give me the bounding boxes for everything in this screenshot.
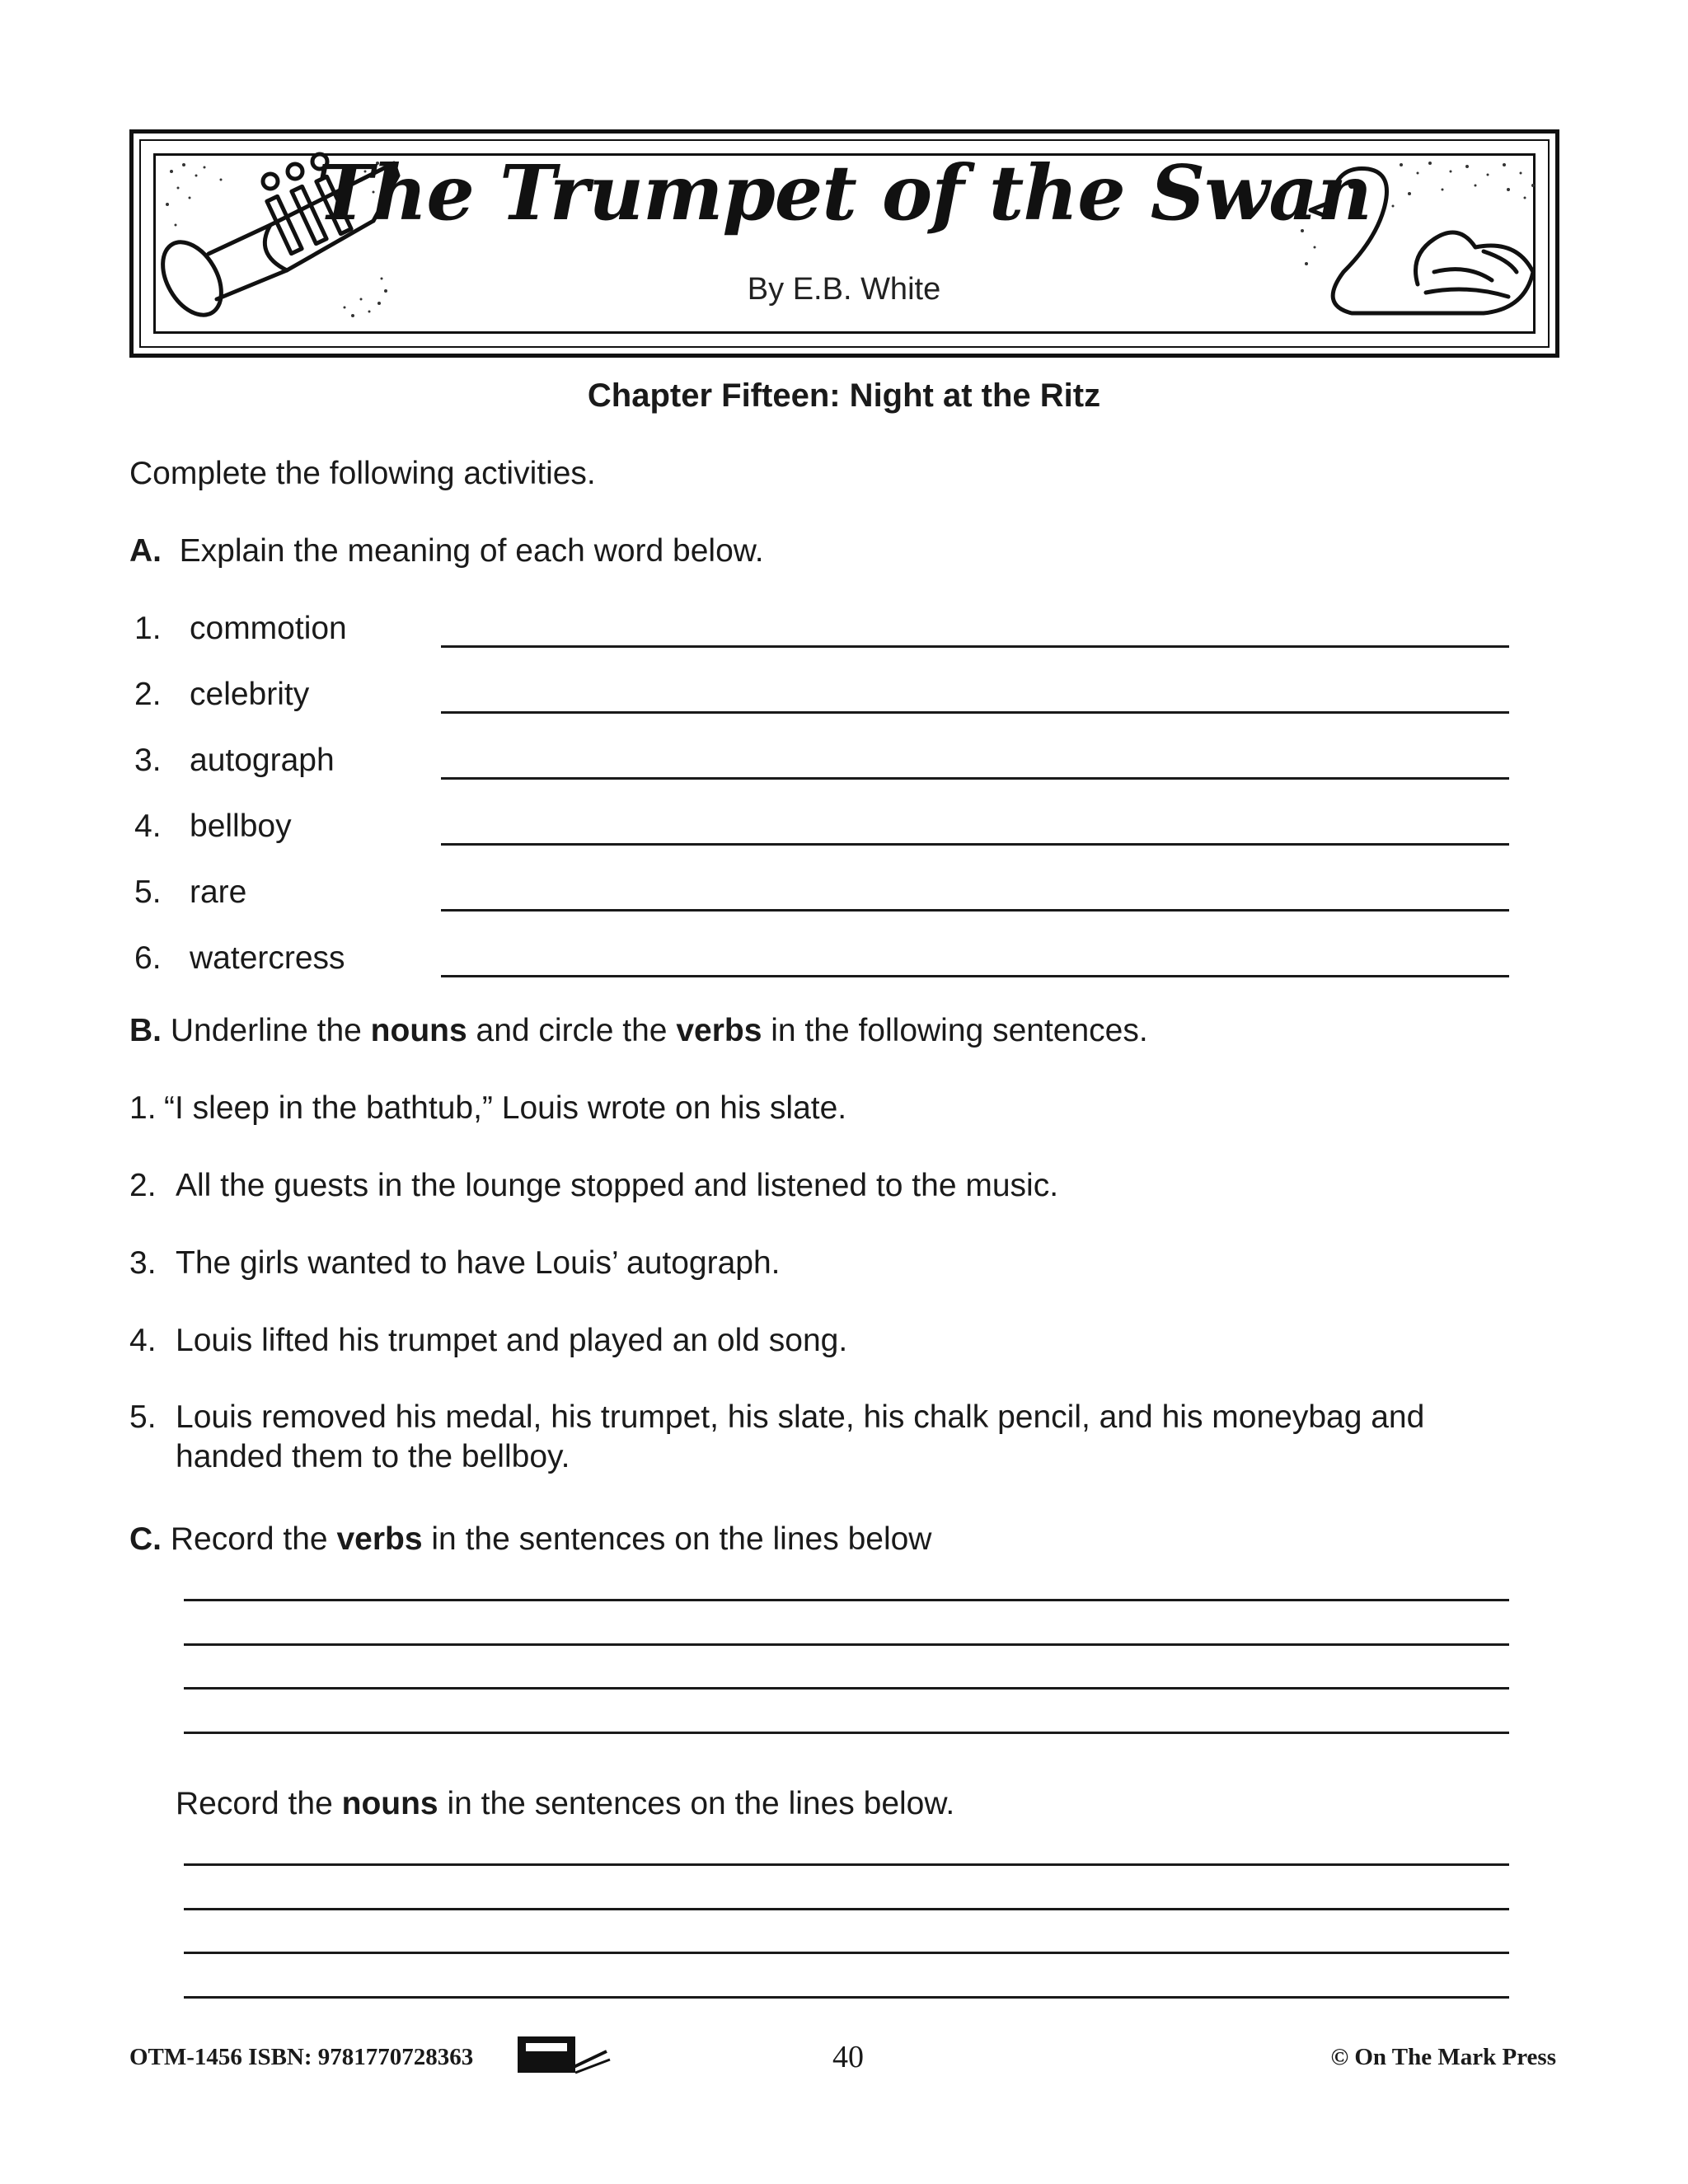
vocab-word: celebrity bbox=[190, 677, 310, 712]
chapter-heading: Chapter Fifteen: Night at the Ritz bbox=[587, 377, 1101, 414]
nouns-bold: nouns bbox=[341, 1786, 438, 1821]
verbs-answer-line[interactable] bbox=[184, 1687, 1509, 1690]
worksheet-title: The Trumpet of the Swan bbox=[316, 148, 1372, 237]
sentence-text: All the guests in the lounge stopped and listened to the music. bbox=[176, 1168, 1059, 1203]
vocab-number: 6. bbox=[134, 940, 162, 976]
vocab-number: 2. bbox=[134, 677, 162, 712]
answer-line[interactable] bbox=[441, 909, 1509, 912]
footer-isbn: OTM-1456 ISBN: 9781770728363 bbox=[129, 2044, 474, 2070]
nouns-answer-line[interactable] bbox=[184, 1996, 1509, 1999]
publisher-logo-icon bbox=[514, 2032, 613, 2078]
verbs-answer-line[interactable] bbox=[184, 1732, 1509, 1734]
answer-line[interactable] bbox=[441, 645, 1509, 648]
vocab-word: bellboy bbox=[190, 808, 292, 844]
sentence-number: 1. bbox=[129, 1090, 157, 1126]
answer-line[interactable] bbox=[441, 843, 1509, 846]
vocab-word: rare bbox=[190, 874, 247, 910]
verbs-answer-line[interactable] bbox=[184, 1599, 1509, 1601]
section-a-letter: A. bbox=[129, 533, 162, 569]
nouns-answer-line[interactable] bbox=[184, 1908, 1509, 1910]
section-b-verbs: verbs bbox=[676, 1013, 762, 1048]
nouns-answer-line[interactable] bbox=[184, 1863, 1509, 1866]
sentence-text: Louis removed his medal, his trumpet, his slate, his chalk pencil, and his moneybag and bbox=[176, 1399, 1425, 1435]
vocab-word: watercress bbox=[190, 940, 345, 976]
instructions: Complete the following activities. bbox=[129, 456, 596, 491]
section-b-prompt bbox=[129, 1013, 1148, 1049]
sentence-number: 4. bbox=[129, 1323, 157, 1358]
answer-line[interactable] bbox=[441, 777, 1509, 780]
section-c-letter: C. bbox=[129, 1521, 162, 1557]
nouns-text-2: in the sentences on the lines below. bbox=[447, 1786, 955, 1821]
section-a-text: Explain the meaning of each word below. bbox=[179, 533, 764, 569]
vocab-word: commotion bbox=[190, 611, 347, 646]
section-c-verbs: verbs bbox=[336, 1521, 423, 1557]
vocab-number: 3. bbox=[134, 743, 162, 778]
nouns-text-1: Record the bbox=[176, 1786, 333, 1821]
sentence-text-continued: handed them to the bellboy. bbox=[176, 1439, 570, 1474]
section-c-prompt bbox=[129, 1521, 931, 1558]
nouns-prompt bbox=[176, 1786, 954, 1822]
author-byline: By E.B. White bbox=[747, 272, 941, 307]
section-b-text-2: and circle the bbox=[476, 1013, 668, 1048]
answer-line[interactable] bbox=[441, 711, 1509, 714]
sentence-text: The girls wanted to have Louis’ autograph. bbox=[176, 1245, 781, 1281]
section-b-text-3: in the following sentences. bbox=[771, 1013, 1148, 1048]
sentence-number: 3. bbox=[129, 1245, 157, 1281]
page-number: 40 bbox=[832, 2040, 864, 2074]
footer-copyright: © On The Mark Press bbox=[1330, 2044, 1556, 2070]
section-b-letter: B. bbox=[129, 1013, 162, 1048]
vocab-number: 4. bbox=[134, 808, 162, 844]
section-b-nouns: nouns bbox=[370, 1013, 467, 1048]
vocab-number: 5. bbox=[134, 874, 162, 910]
vocab-word: autograph bbox=[190, 743, 335, 778]
section-a-prompt bbox=[129, 533, 764, 569]
vocab-number: 1. bbox=[134, 611, 162, 646]
sentence-text: Louis lifted his trumpet and played an old song. bbox=[176, 1323, 848, 1358]
section-c-text-1: Record the bbox=[170, 1521, 328, 1557]
nouns-answer-line[interactable] bbox=[184, 1952, 1509, 1954]
verbs-answer-line[interactable] bbox=[184, 1643, 1509, 1646]
answer-line[interactable] bbox=[441, 975, 1509, 977]
sentence-text: “I sleep in the bathtub,” Louis wrote on his slate. bbox=[164, 1090, 847, 1126]
section-c-text-2: in the sentences on the lines below bbox=[431, 1521, 932, 1557]
sentence-number: 5. bbox=[129, 1399, 157, 1435]
section-b-text-1: Underline the bbox=[170, 1013, 362, 1048]
sentence-number: 2. bbox=[129, 1168, 157, 1203]
